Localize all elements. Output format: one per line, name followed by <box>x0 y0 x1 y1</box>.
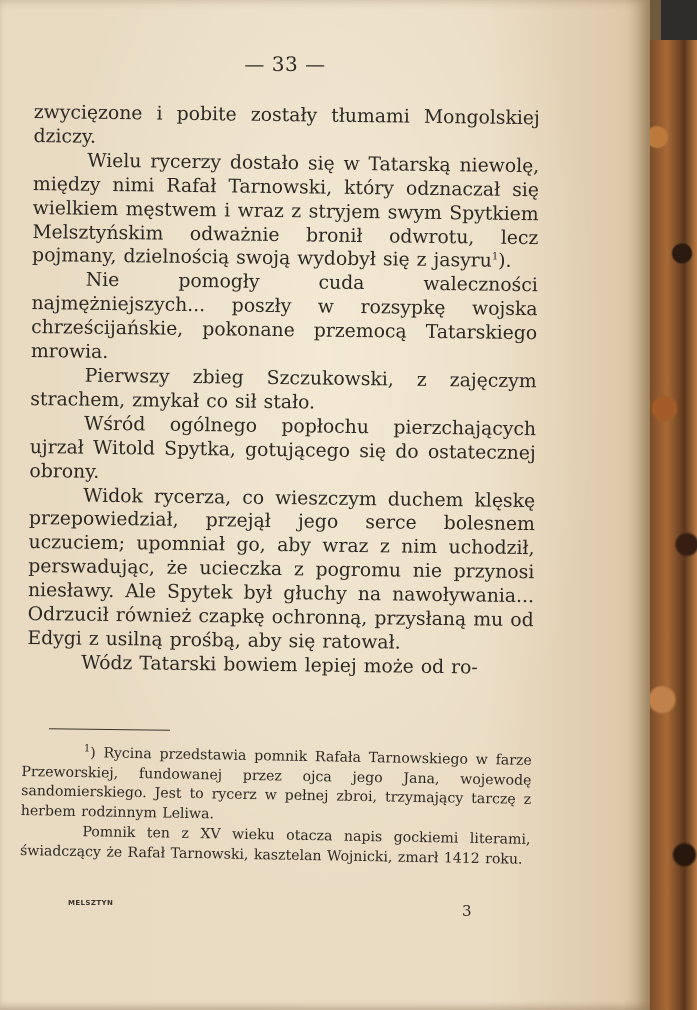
page-number-header: — 33 — <box>244 52 326 76</box>
paragraph-defeat: Nie pomogły cuda waleczności najmężniejszych... poszły w rozsypkę wojska chrześcijańskie, pokonane przemocą Tatarskiego mrowia. <box>30 269 538 363</box>
paragraph-prisoners <box>32 149 539 275</box>
sheet-number: 3 <box>462 902 472 920</box>
printer-signature: MELSZTYN <box>68 899 114 907</box>
footnote-number: 1 <box>83 743 91 755</box>
main-text-block <box>27 101 540 681</box>
footnote-reference-suffix: ). <box>498 251 512 273</box>
paragraph-final-line: Wódz Tatarski bowiem lepiej może od ro- <box>81 652 478 679</box>
paragraph-flight: Pierwszy zbieg Szczukowski, z zajęczym strachem, zmykał co sił stało. <box>30 365 537 414</box>
paragraph-prisoners-text: Wielu rycerzy dostało się w Tatarską niewolę, między nimi Rafał Tarnowski, który odznaczał się wielkiem męstwem i wraz z stryjem swym Spytkiem Melsztyńskim odważnie bronił odwrotu, lecz pojmany, dzielnością swoją wydobył się z jasyru <box>31 150 540 273</box>
footnote-divider <box>49 728 170 730</box>
footnote-first-text: ) Rycina przedstawia pomnik Rafała Tarnowskiego w farze Przeworskiej, fundowanej przez ojca jego Jana, wojewodę sandomierskiego. Jest to rycerz w pełnej zbroi, trzymający tarczę z herbem rodzinnym Leliwa. <box>20 745 532 823</box>
marbled-book-edge <box>647 40 697 1010</box>
footnotes-block <box>20 743 532 870</box>
paragraph-warning: Widok rycerza, co wieszczym duchem klęskę przepowiedział, przejął jego serce bolesnem uczuciem; upomniał go, aby wraz z nim uchodził, perswadując, że ucieczka z pogromu nie przynosi niesławy. Ale Spytek był głuchy na nawoływania... Odrzucił również czapkę ochronną, przysłaną mu od Edygi z usilną prośbą, aby się ratował. <box>27 485 536 654</box>
footnote-second: Pomnik ten z XV wieku otacza napis gockiemi literami, świadczący że Rafał Tarnowski, kasztelan Wojnicki, zmarł 1412 roku. <box>19 823 531 868</box>
footnote-reference: 1 <box>491 251 499 263</box>
paragraph-continuation: zwycięzone i pobite zostały tłumami Mongolskiej dziczy. <box>33 101 540 148</box>
footnote-first <box>21 743 532 831</box>
paragraph-spytek-seen: Wśród ogólnego popłochu pierzchających ujrzał Witold Spytka, gotującego się do ostatecznej obrony. <box>29 413 537 483</box>
